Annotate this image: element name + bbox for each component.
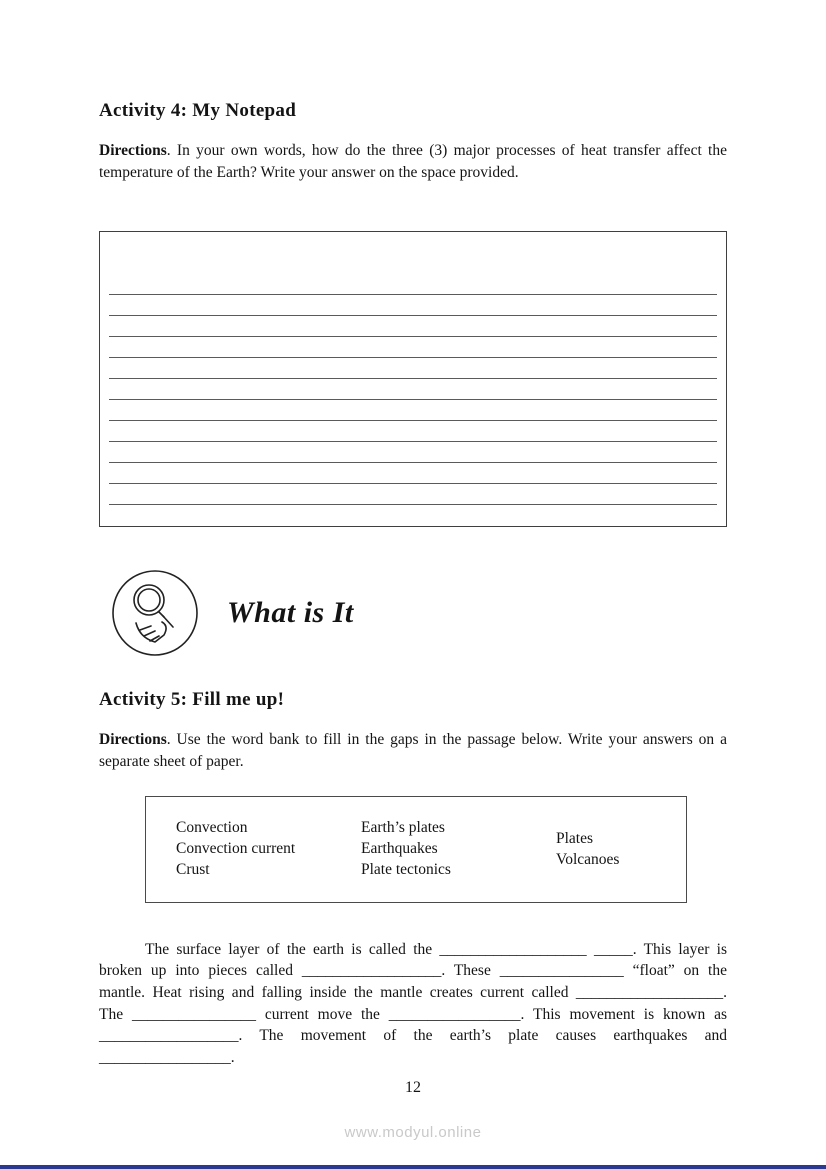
word-bank-column-2 — [361, 819, 556, 880]
word-bank-item: Convection current — [176, 840, 296, 858]
activity5-directions — [99, 729, 727, 774]
answer-box — [99, 231, 727, 527]
word-bank-column-1 — [176, 819, 361, 880]
section-title-what-is-it: What is It — [227, 595, 354, 629]
answer-line — [109, 379, 717, 400]
directions-label: Directions — [99, 730, 167, 748]
answer-line — [109, 295, 717, 316]
word-bank-item: Earth’s plates — [361, 818, 445, 836]
word-bank-item: Plate tectonics — [361, 861, 451, 879]
answer-line — [109, 316, 717, 337]
answer-line — [109, 421, 717, 442]
page-number: 12 — [405, 1079, 421, 1096]
magnifying-glass-icon — [109, 567, 201, 659]
word-bank-item: Volcanoes — [556, 850, 620, 868]
activity5-title: Activity 5: Fill me up! — [99, 688, 285, 710]
word-bank-item: Crust — [176, 861, 210, 879]
answer-line — [109, 442, 717, 463]
answer-line — [109, 484, 717, 505]
bottom-bar — [0, 1165, 826, 1169]
directions-text: . In your own words, how do the three (3) major processes of heat transfer affect the temperature of the Earth? Write your answer on the space provided. — [99, 142, 727, 182]
word-bank-item: Earthquakes — [361, 840, 438, 858]
activity4-title: Activity 4: My Notepad — [99, 100, 297, 121]
watermark: www.modyul.online — [344, 1124, 482, 1141]
activity4-directions — [99, 140, 727, 185]
answer-line — [109, 358, 717, 379]
answer-line — [109, 337, 717, 358]
answer-line — [109, 400, 717, 421]
activity5-section — [99, 689, 727, 1069]
directions-label: Directions — [99, 142, 167, 159]
word-bank-column-3 — [556, 819, 674, 880]
answer-lines — [109, 274, 717, 505]
answer-line — [109, 274, 717, 295]
word-bank-item: Convection — [176, 818, 248, 836]
answer-line — [109, 463, 717, 484]
word-bank — [145, 796, 687, 903]
directions-text: . Use the word bank to fill in the gaps in the passage below. Write your answers on a separate sheet of paper. — [99, 730, 727, 771]
word-bank-item: Plates — [556, 829, 594, 847]
fill-in-passage: The surface layer of the earth is called the ___________________ _____. This layer is broken up into pieces called __________________. These ________________ “float” on the mantle. Heat rising and falling inside the mantle creates current called ___________________. The ________________ current move the _________________. This movement is known as __________________. The movement of the earth’s plate causes earthquakes and _________________. — [99, 940, 727, 1067]
what-is-it-header — [99, 567, 727, 659]
